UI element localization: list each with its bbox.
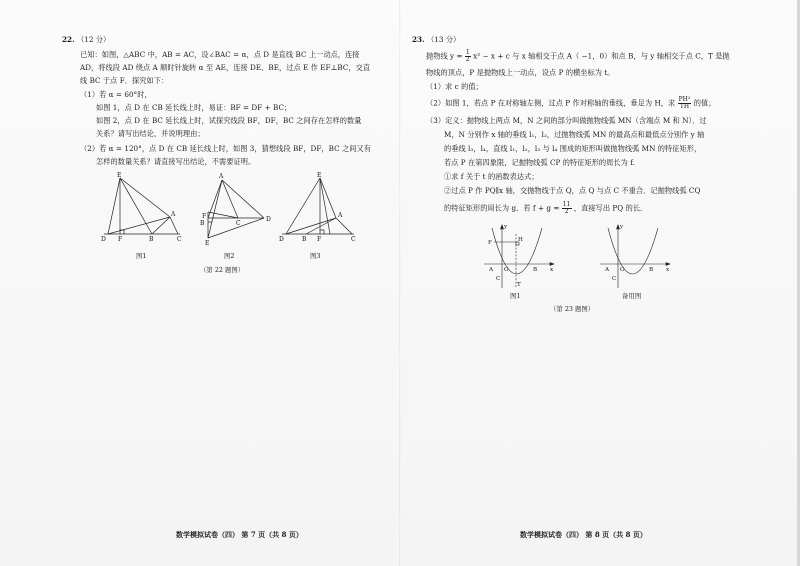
q23-part3-g: [444, 202, 647, 215]
q23-fig1-o: O: [504, 267, 509, 273]
q22-part2-a: （2）若 α = 120°，点 D 在 CB 延长线上时，如图 3，猜想线段 BF，DF，BC 之间又有: [80, 144, 371, 153]
q22-figure-3: [278, 172, 358, 250]
fig2-point-b: B: [200, 220, 205, 227]
q23-fig2-y: y: [620, 224, 624, 230]
q23-fig1-t: T: [517, 282, 521, 288]
fig3-point-d: D: [279, 236, 284, 243]
q23-part2-post: 的值；: [693, 98, 716, 108]
fig2-point-d: D: [266, 216, 271, 223]
q23-part2: [426, 97, 715, 110]
q22-line3: 线 BC 于点 F．探究如下：: [80, 76, 169, 85]
fig3-point-b: B: [302, 236, 307, 243]
q23-figure-caption: （第 23 题图）: [550, 305, 595, 313]
right-page: [400, 0, 800, 566]
q22-part1-b: 如图 2，点 D 在 BC 延长线上时，试探究线段 BF，DF，BC 之间存在怎样的数量: [96, 116, 362, 125]
q23-fig1-x: x: [550, 267, 554, 273]
q22-part1-label: （1）若 α = 60°时，: [80, 90, 152, 99]
q23-figure-2: [596, 222, 674, 290]
q23-fig2-label: 备用图: [622, 292, 642, 300]
q23-header: [412, 36, 460, 45]
fig1-point-f: F: [118, 236, 123, 243]
q23-fig1-a: A: [489, 267, 494, 273]
q22-part2-b: 怎样的数量关系？请直接写出结论，不需要证明。: [96, 157, 256, 166]
q23-fig1-b: B: [533, 267, 538, 273]
q23-part1: （1）求 c 的值；: [426, 82, 483, 91]
q23-p2-frac-den: TH: [679, 103, 690, 110]
q23-part3-b: M，N 分别作 x 轴的垂线 l₁，l₂，过抛物线弧 MN 的最高点和最低点分别作 y 轴: [444, 130, 705, 139]
q22-line2: AD，将线段 AD 绕点 A 顺时针旋转 α 至 AE，连接 DE、BE，过点 E 作 EF⊥BC，交直: [80, 63, 371, 72]
q23-fraction-ph-th: [678, 97, 692, 110]
q23-fig2-a: A: [605, 267, 610, 273]
q22-fig3-label: 图3: [310, 252, 321, 260]
q23-fig1-f: F: [488, 240, 492, 246]
fig2-point-c: C: [236, 220, 241, 227]
q23-fig2-b: B: [649, 267, 654, 273]
left-footer: 数学模拟试卷（四） 第 7 页（共 8 页）: [176, 530, 303, 539]
q23-fig2-x: x: [666, 267, 670, 273]
q23-fig1-y: y: [504, 224, 508, 230]
q23-line1: [426, 50, 730, 63]
fig1-point-d: D: [101, 236, 106, 243]
q23-frac-den: 2: [465, 56, 470, 63]
q23-fig2-o: O: [620, 267, 625, 273]
fig3-point-a: A: [338, 212, 343, 219]
fig1-point-c: C: [177, 236, 182, 243]
q23-part3-c: 的垂线 l₃，l₄，直线 l₁，l₂，l₃ 与 l₄ 围成的矩形叫做抛物线弧 MN 的特征矩形，: [444, 144, 702, 153]
fig1-point-a: A: [171, 211, 176, 218]
q22-fig1-label: 图1: [136, 252, 147, 260]
q23-fraction-eleven-halves: [562, 202, 572, 215]
q23-part3-e: ①求 f 关于 t 的函数表达式；: [444, 172, 539, 181]
q22-header: [62, 36, 110, 45]
q22-part1-c: 关系？请写出结论，并说明理由；: [96, 129, 205, 138]
q22-number: 22.: [62, 35, 75, 44]
q22-line1: 已知：如图，△ABC 中，AB = AC，设∠BAC = α，点 D 是直线 BC 上一动点，连接: [80, 50, 360, 59]
q23-p3-frac-den: 2: [564, 208, 569, 215]
fig3-point-e: E: [317, 172, 322, 179]
fig3-point-f: F: [317, 236, 322, 243]
fig2-point-f: F: [202, 213, 207, 220]
q23-fig1-label: 图1: [510, 292, 521, 300]
q23-score: （13 分）: [427, 35, 461, 44]
right-footer: 数学模拟试卷（四） 第 8 页（共 8 页）: [520, 530, 647, 539]
q23-p2-frac-num: PH²: [678, 96, 691, 103]
page-fold-divider: [399, 0, 401, 566]
fig1-point-b: B: [149, 236, 154, 243]
q22-part1-a: 如图 1，点 D 在 CB 延长线上时，易证：BF = DF + BC；: [96, 103, 292, 112]
q23-fig2-c: C: [612, 276, 617, 282]
q23-part3-f: ②过点 P 作 PQ∥x 轴，交抛物线于点 Q，点 Q 与点 C 不重合．记抛物线弧 CQ: [444, 186, 701, 195]
fig2-point-e: E: [205, 240, 210, 247]
q22-fig2-label: 图2: [224, 252, 235, 260]
q23-fig1-c: C: [496, 276, 501, 282]
q23-frac-num: 1: [465, 49, 470, 56]
q23-number: 23.: [412, 35, 425, 44]
q23-part3-g-pre: 的特征矩形的周长为 g．若 f + g =: [444, 203, 560, 213]
q23-line2: 物线的顶点，P 是抛物线上一动点，设点 P 的横坐标为 t。: [426, 68, 615, 77]
q23-figure-1: [480, 222, 558, 290]
q23-p3-frac-num: 11: [562, 201, 571, 208]
q23-line1-post: x² − x + c 与 x 轴相交于点 A（ −1，0）和点 B，与 y 轴相交于点 C，T 是抛: [473, 51, 730, 61]
fig1-point-e: E: [117, 172, 122, 179]
q22-figure-1: [100, 172, 188, 250]
q23-part3-d: 若点 P 在第四象限，记抛物线弧 CP 的特征矩形的周长为 f.: [444, 158, 636, 167]
fig3-point-c: C: [351, 236, 356, 243]
q23-fig1-h: H: [518, 237, 523, 243]
q22-figure-2: [196, 172, 272, 250]
q23-fraction-half: [465, 50, 471, 63]
q23-line1-pre: 抛物线 y =: [426, 51, 463, 61]
q22-figure-caption: （第 22 题图）: [200, 266, 245, 274]
q23-part2-pre: （2）如图 1，若点 P 在对称轴左侧，过点 P 作对称轴的垂线，垂足为 H，求: [426, 98, 676, 108]
q23-part3-a: （3）定义：抛物线上两点 M，N 之间的部分叫做抛物线弧 MN（含端点 M 和 N）．过: [426, 116, 707, 125]
q23-part3-g-post: ，直接写出 PQ 的长．: [573, 203, 648, 213]
q22-score: （12 分）: [77, 35, 111, 44]
fig2-point-a: A: [219, 173, 224, 180]
